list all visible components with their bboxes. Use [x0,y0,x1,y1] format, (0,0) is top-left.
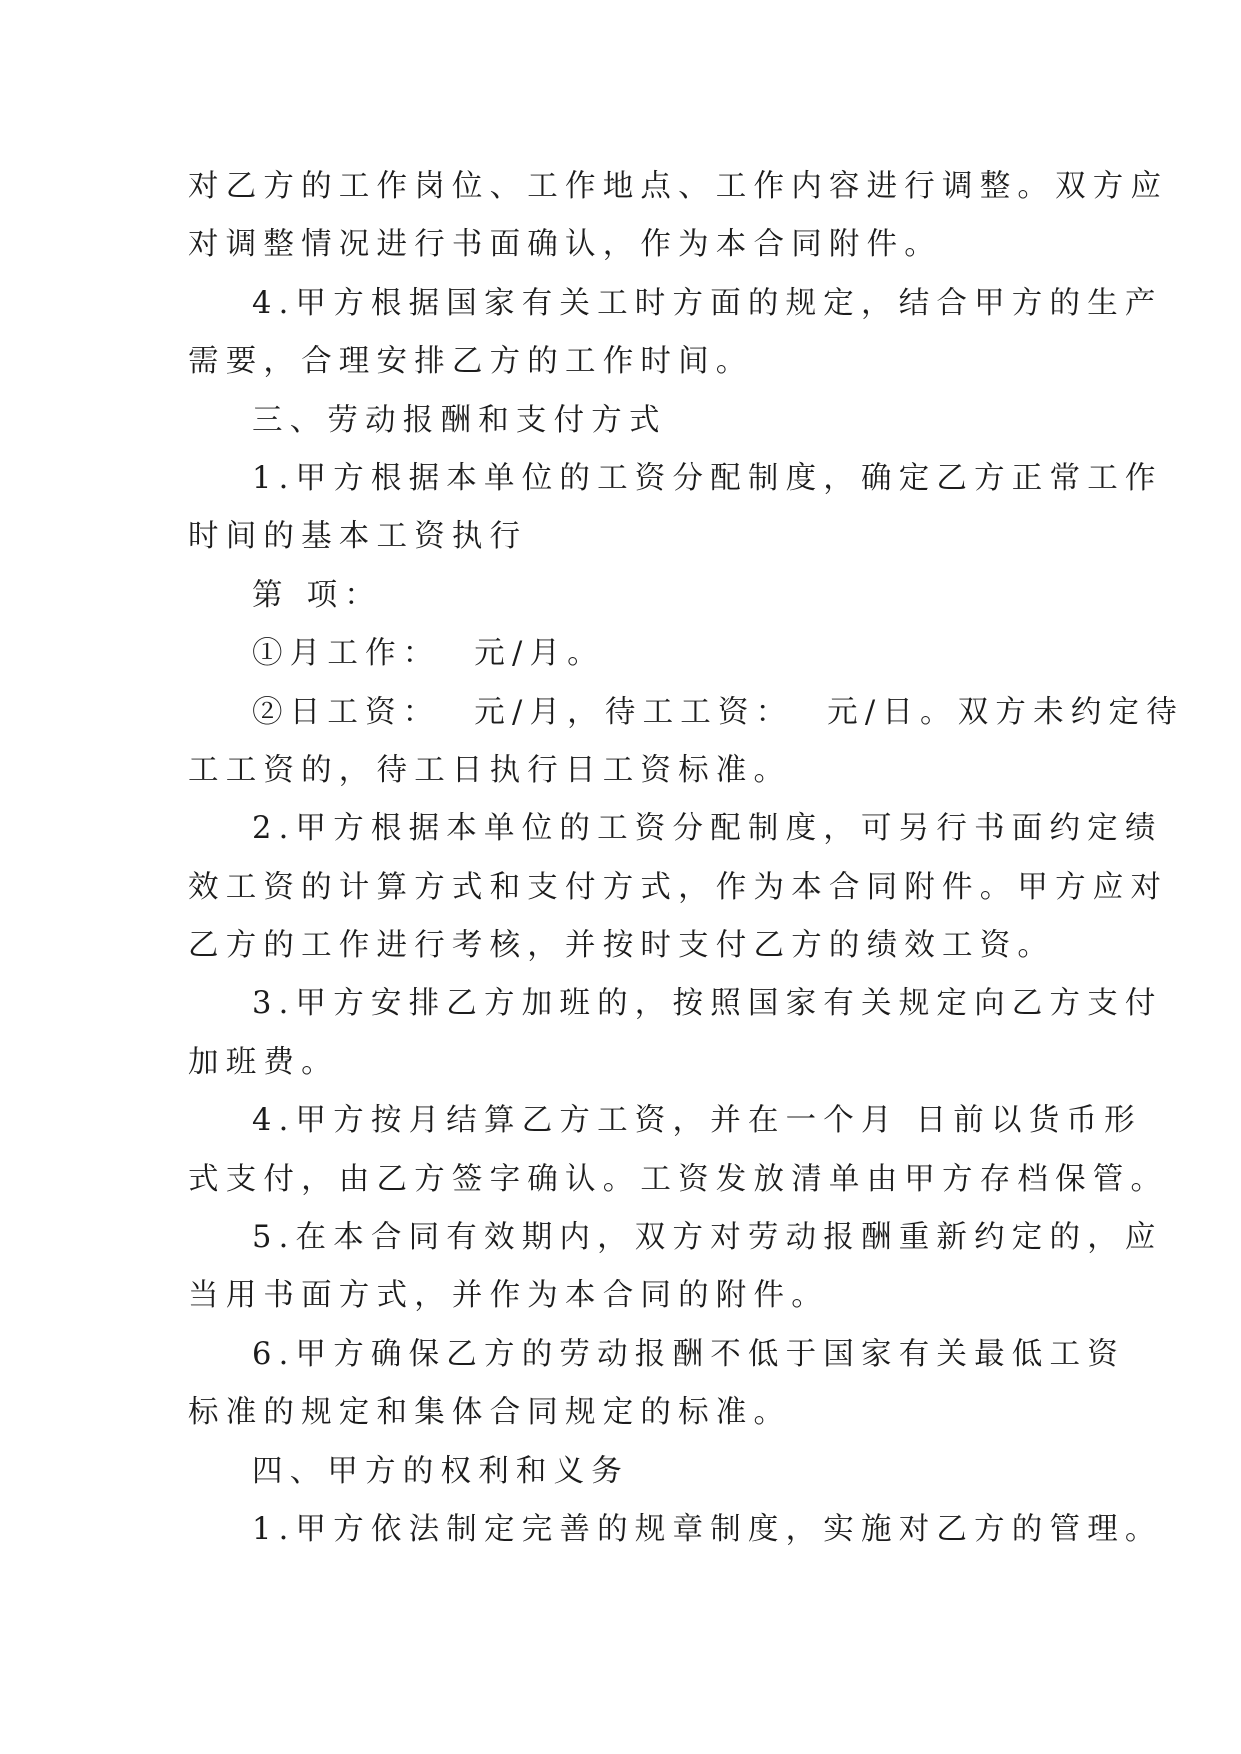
text-line: 2.甲方根据本单位的工资分配制度，可另行书面约定绩 [252,811,1163,847]
text-line: ①月工作： 元/月。 [252,636,605,672]
text-line: ②日工资： 元/月，待工工资： 元/日。双方未约定待 [252,694,1184,730]
text-line: 乙方的工作进行考核，并按时支付乙方的绩效工资。 [188,928,1056,964]
text-line: 加班费。 [188,1044,339,1080]
text-line: 1.甲方依法制定完善的规章制度，实施对乙方的管理。 [252,1511,1163,1547]
text-line: 6.甲方确保乙方的劳动报酬不低于国家有关最低工资 [252,1336,1125,1372]
text-line: 对乙方的工作岗位、工作地点、工作内容进行调整。双方应 [188,169,1169,204]
text-line: 对调整情况进行书面确认，作为本合同附件。 [188,227,942,263]
text-line: 工工资的，待工日执行日工资标准。 [188,752,792,788]
text-line: 1.甲方根据本单位的工资分配制度，确定乙方正常工作 [252,460,1163,496]
text-line: 效工资的计算方式和支付方式，作为本合同附件。甲方应对 [188,869,1169,905]
document-body [188,158,1184,1559]
text-line: 第 项： [252,577,382,613]
text-line: 5.在本合同有效期内，双方对劳动报酬重新约定的，应 [252,1220,1163,1256]
text-line: 当用书面方式，并作为本合同的附件。 [188,1278,829,1314]
text-line: 式支付，由乙方签字确认。工资发放清单由甲方存档保管。 [188,1161,1169,1197]
text-line: 标准的规定和集体合同规定的标准。 [188,1395,792,1431]
section-heading: 四、甲方的权利和义务 [252,1453,629,1489]
text-line: 4.甲方按月结算乙方工资，并在一个月 日前以货币形 [252,1103,1142,1139]
text-line: 时间的基本工资执行 [188,519,528,555]
text-line: 3.甲方安排乙方加班的，按照国家有关规定向乙方支付 [252,986,1163,1022]
text-line: 4.甲方根据国家有关工时方面的规定，结合甲方的生产 [252,285,1163,321]
text-line: 需要，合理安排乙方的工作时间。 [188,344,754,380]
section-heading: 三、劳动报酬和支付方式 [252,402,667,438]
